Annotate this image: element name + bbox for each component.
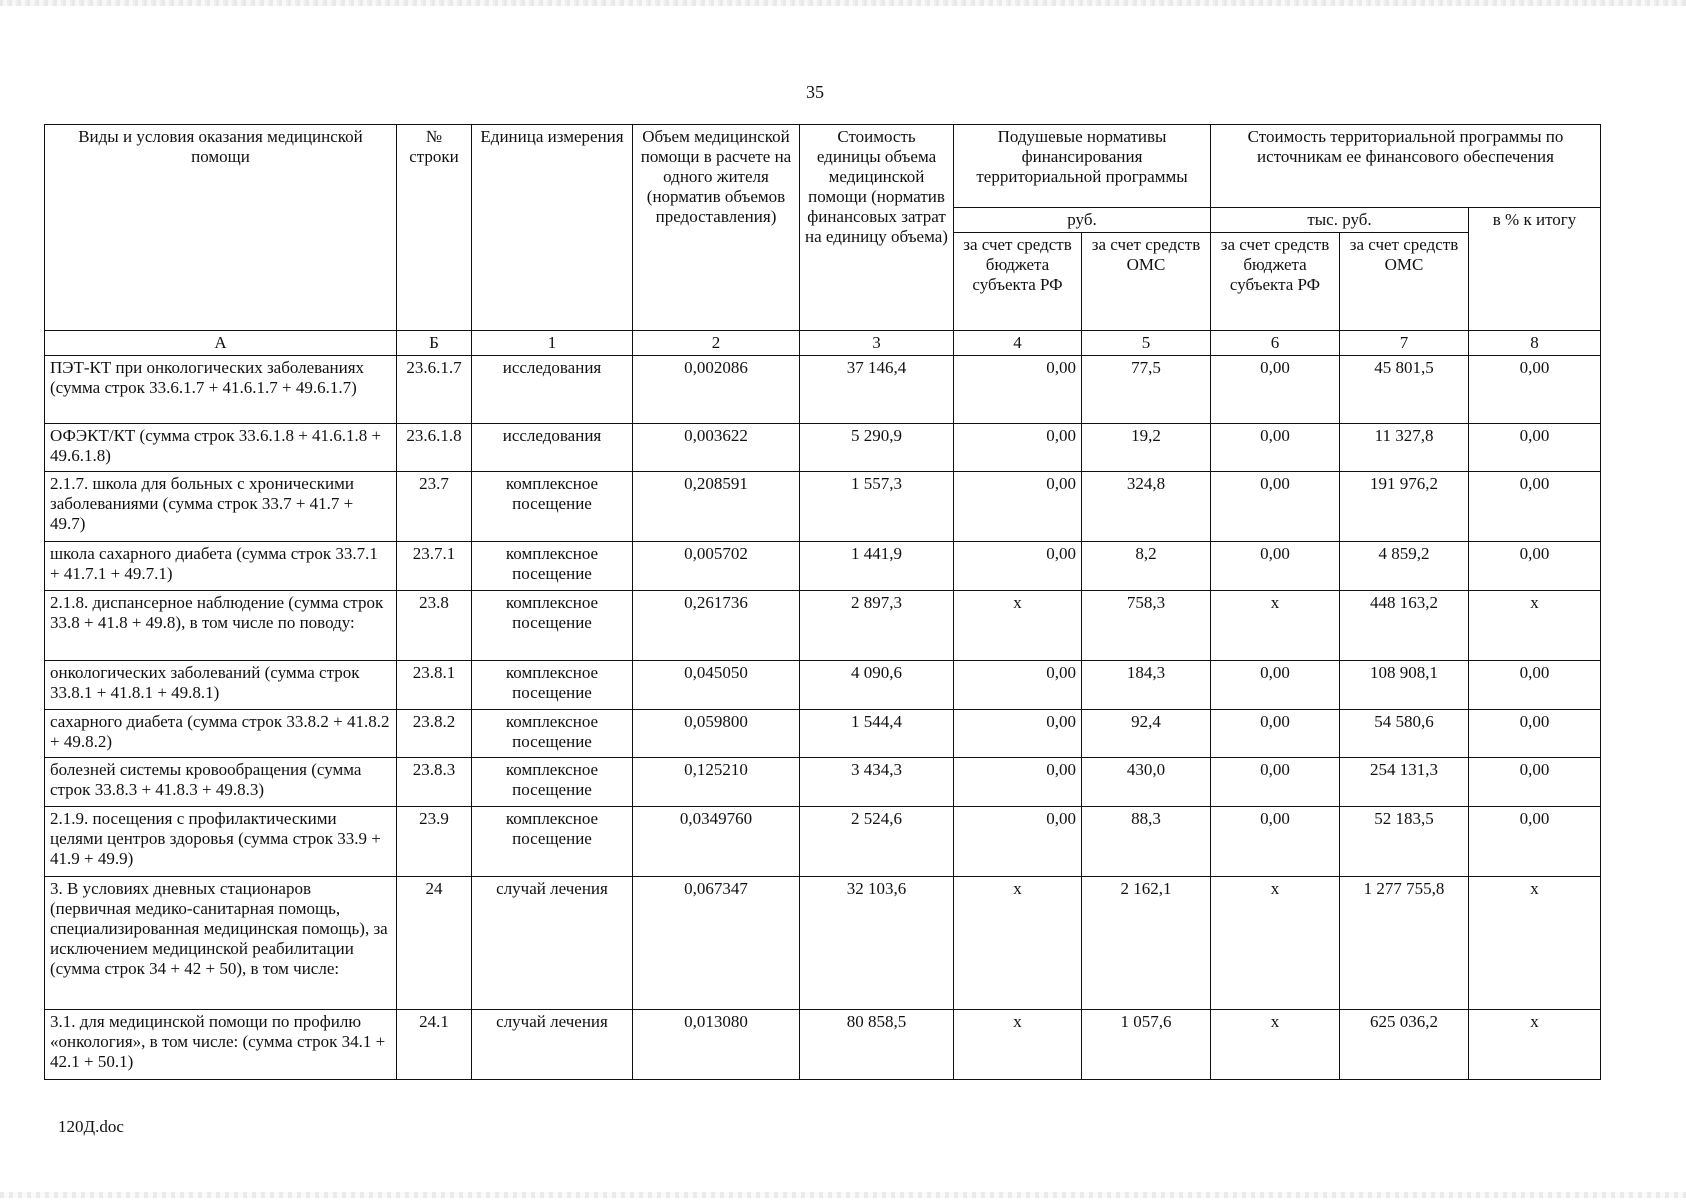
cell-unit: комплексное посещение — [472, 710, 633, 758]
cell-budget-rub: 0,00 — [954, 758, 1082, 807]
column-letter: 1 — [472, 331, 633, 356]
column-letter: 5 — [1082, 331, 1211, 356]
cell-percent: 0,00 — [1469, 710, 1601, 758]
cell-unit: случай лечения — [472, 1010, 633, 1080]
cell-cost: 1 441,9 — [800, 542, 954, 591]
cell-row-no: 23.8.3 — [397, 758, 472, 807]
cell-oms-thousand: 625 036,2 — [1340, 1010, 1469, 1080]
table-row — [45, 1010, 1601, 1080]
cell-unit: комплексное посещение — [472, 472, 633, 542]
cell-budget-rub: 0,00 — [954, 661, 1082, 710]
cell-name: 3. В условиях дневных стационаров (первичная медико-санитарная помощь, специализированная медицинская помощь), за исключением медицинской реабилитации (сумма строк 34 + 42 + 50), в том числе: — [45, 877, 397, 1010]
cell-row-no: 23.7 — [397, 472, 472, 542]
cell-cost: 3 434,3 — [800, 758, 954, 807]
header-percent: в % к итогу — [1469, 208, 1601, 331]
cell-budget-thousand: 0,00 — [1211, 807, 1340, 877]
header-volume: Объем медицинской помощи в расчете на одного жителя (норматив объемов предоставления) — [633, 125, 800, 331]
cell-percent: х — [1469, 591, 1601, 661]
cell-oms-rub: 77,5 — [1082, 356, 1211, 424]
cell-budget-thousand: 0,00 — [1211, 472, 1340, 542]
cell-budget-thousand: 0,00 — [1211, 710, 1340, 758]
cell-budget-rub: 0,00 — [954, 424, 1082, 472]
cell-cost: 2 897,3 — [800, 591, 954, 661]
cell-oms-thousand: 4 859,2 — [1340, 542, 1469, 591]
cell-name: школа сахарного диабета (сумма строк 33.7.1 + 41.7.1 + 49.7.1) — [45, 542, 397, 591]
cell-budget-thousand: х — [1211, 591, 1340, 661]
cell-unit: комплексное посещение — [472, 758, 633, 807]
cell-row-no: 23.6.1.8 — [397, 424, 472, 472]
header-oms-thousand: за счет средств ОМС — [1340, 233, 1469, 331]
table-row — [45, 542, 1601, 591]
table-row — [45, 807, 1601, 877]
cell-oms-thousand: 11 327,8 — [1340, 424, 1469, 472]
cell-budget-rub: х — [954, 591, 1082, 661]
cell-oms-rub: 2 162,1 — [1082, 877, 1211, 1010]
header-row-no: № строки — [397, 125, 472, 331]
cell-unit: комплексное посещение — [472, 542, 633, 591]
cell-oms-rub: 184,3 — [1082, 661, 1211, 710]
cell-oms-thousand: 254 131,3 — [1340, 758, 1469, 807]
cell-oms-thousand: 191 976,2 — [1340, 472, 1469, 542]
cell-budget-rub: 0,00 — [954, 710, 1082, 758]
column-letter: 6 — [1211, 331, 1340, 356]
cell-name: 2.1.7. школа для больных с хроническими заболеваниями (сумма строк 33.7 + 41.7 + 49.7) — [45, 472, 397, 542]
cell-percent: х — [1469, 877, 1601, 1010]
cell-oms-thousand: 448 163,2 — [1340, 591, 1469, 661]
table-row — [45, 661, 1601, 710]
cell-name: ОФЭКТ/КТ (сумма строк 33.6.1.8 + 41.6.1.8 + 49.6.1.8) — [45, 424, 397, 472]
cell-oms-thousand: 108 908,1 — [1340, 661, 1469, 710]
cell-volume: 0,005702 — [633, 542, 800, 591]
scan-edge-top — [0, 0, 1686, 6]
cell-percent: 0,00 — [1469, 758, 1601, 807]
cell-name: онкологических заболеваний (сумма строк 33.8.1 + 41.8.1 + 49.8.1) — [45, 661, 397, 710]
scan-edge-bottom — [0, 1192, 1686, 1198]
header-rub: руб. — [954, 208, 1211, 233]
cell-cost: 1 557,3 — [800, 472, 954, 542]
cell-oms-rub: 758,3 — [1082, 591, 1211, 661]
cell-budget-thousand: 0,00 — [1211, 758, 1340, 807]
cell-budget-thousand: 0,00 — [1211, 542, 1340, 591]
cell-volume: 0,002086 — [633, 356, 800, 424]
cell-name: ПЭТ-КТ при онкологических заболеваниях (сумма строк 33.6.1.7 + 41.6.1.7 + 49.6.1.7) — [45, 356, 397, 424]
cell-unit: комплексное посещение — [472, 591, 633, 661]
cell-oms-thousand: 1 277 755,8 — [1340, 877, 1469, 1010]
cell-budget-rub: 0,00 — [954, 542, 1082, 591]
cell-volume: 0,003622 — [633, 424, 800, 472]
cell-volume: 0,059800 — [633, 710, 800, 758]
column-letter: 8 — [1469, 331, 1601, 356]
column-letter: 2 — [633, 331, 800, 356]
cell-cost: 4 090,6 — [800, 661, 954, 710]
table-row — [45, 356, 1601, 424]
header-budget-thousand: за счет средств бюджета субъекта РФ — [1211, 233, 1340, 331]
cell-oms-rub: 19,2 — [1082, 424, 1211, 472]
header-unit: Единица измерения — [472, 125, 633, 331]
header-kind: Виды и условия оказания медицинской помощи — [45, 125, 397, 331]
cell-volume: 0,045050 — [633, 661, 800, 710]
cell-percent: 0,00 — [1469, 807, 1601, 877]
cell-volume: 0,208591 — [633, 472, 800, 542]
cell-budget-thousand: 0,00 — [1211, 661, 1340, 710]
cell-volume: 0,013080 — [633, 1010, 800, 1080]
cell-name: 2.1.9. посещения с профилактическими целями центров здоровья (сумма строк 33.9 + 41.9 + 49.9) — [45, 807, 397, 877]
financing-table — [44, 124, 1601, 1080]
column-letter: Б — [397, 331, 472, 356]
header-thousand-rub: тыс. руб. — [1211, 208, 1469, 233]
cell-row-no: 23.6.1.7 — [397, 356, 472, 424]
table-row — [45, 710, 1601, 758]
header-per-capita: Подушевые нормативы финансирования территориальной программы — [954, 125, 1211, 208]
cell-unit: случай лечения — [472, 877, 633, 1010]
table-row — [45, 424, 1601, 472]
cell-row-no: 23.8.1 — [397, 661, 472, 710]
cell-oms-rub: 1 057,6 — [1082, 1010, 1211, 1080]
cell-budget-thousand: 0,00 — [1211, 424, 1340, 472]
cell-unit: исследования — [472, 424, 633, 472]
cell-volume: 0,067347 — [633, 877, 800, 1010]
cell-budget-rub: 0,00 — [954, 356, 1082, 424]
cell-percent: 0,00 — [1469, 424, 1601, 472]
cell-row-no: 24 — [397, 877, 472, 1010]
cell-row-no: 24.1 — [397, 1010, 472, 1080]
cell-oms-rub: 88,3 — [1082, 807, 1211, 877]
column-letter: А — [45, 331, 397, 356]
column-letter: 4 — [954, 331, 1082, 356]
cell-row-no: 23.8.2 — [397, 710, 472, 758]
cell-oms-rub: 324,8 — [1082, 472, 1211, 542]
cell-percent: 0,00 — [1469, 542, 1601, 591]
cell-volume: 0,125210 — [633, 758, 800, 807]
cell-oms-rub: 8,2 — [1082, 542, 1211, 591]
cell-name: болезней системы кровообращения (сумма строк 33.8.3 + 41.8.3 + 49.8.3) — [45, 758, 397, 807]
cell-budget-thousand: х — [1211, 1010, 1340, 1080]
cell-unit: комплексное посещение — [472, 807, 633, 877]
header-program-cost: Стоимость территориальной программы по источникам ее финансового обеспечения — [1211, 125, 1601, 208]
footer-filename: 120Д.doc — [58, 1117, 124, 1136]
cell-cost: 5 290,9 — [800, 424, 954, 472]
cell-budget-rub: 0,00 — [954, 472, 1082, 542]
cell-percent: 0,00 — [1469, 356, 1601, 424]
table-row — [45, 877, 1601, 1010]
cell-percent: 0,00 — [1469, 661, 1601, 710]
cell-name: сахарного диабета (сумма строк 33.8.2 + 41.8.2 + 49.8.2) — [45, 710, 397, 758]
cell-volume: 0,0349760 — [633, 807, 800, 877]
column-letter: 7 — [1340, 331, 1469, 356]
cell-percent: 0,00 — [1469, 472, 1601, 542]
cell-name: 3.1. для медицинской помощи по профилю «онкология», в том числе: (сумма строк 34.1 + 42.1 + 50.1) — [45, 1010, 397, 1080]
table-row — [45, 472, 1601, 542]
cell-percent: х — [1469, 1010, 1601, 1080]
header-cost: Стоимость единицы объема медицинской помощи (норматив финансовых затрат на единицу объема) — [800, 125, 954, 331]
cell-cost: 37 146,4 — [800, 356, 954, 424]
cell-row-no: 23.8 — [397, 591, 472, 661]
cell-cost: 32 103,6 — [800, 877, 954, 1010]
cell-budget-thousand: х — [1211, 877, 1340, 1010]
cell-cost: 80 858,5 — [800, 1010, 954, 1080]
cell-budget-rub: 0,00 — [954, 807, 1082, 877]
cell-row-no: 23.7.1 — [397, 542, 472, 591]
page-number: 35 — [806, 82, 824, 102]
cell-oms-thousand: 52 183,5 — [1340, 807, 1469, 877]
header-oms-rub: за счет средств ОМС — [1082, 233, 1211, 331]
cell-oms-thousand: 54 580,6 — [1340, 710, 1469, 758]
cell-row-no: 23.9 — [397, 807, 472, 877]
cell-cost: 1 544,4 — [800, 710, 954, 758]
table-row — [45, 591, 1601, 661]
cell-unit: исследования — [472, 356, 633, 424]
cell-name: 2.1.8. диспансерное наблюдение (сумма строк 33.8 + 41.8 + 49.8), в том числе по поводу: — [45, 591, 397, 661]
cell-oms-rub: 92,4 — [1082, 710, 1211, 758]
cell-budget-rub: х — [954, 1010, 1082, 1080]
header-budget-rub: за счет средств бюджета субъекта РФ — [954, 233, 1082, 331]
column-letter: 3 — [800, 331, 954, 356]
cell-budget-rub: х — [954, 877, 1082, 1010]
table-row — [45, 758, 1601, 807]
cell-volume: 0,261736 — [633, 591, 800, 661]
cell-budget-thousand: 0,00 — [1211, 356, 1340, 424]
cell-unit: комплексное посещение — [472, 661, 633, 710]
cell-cost: 2 524,6 — [800, 807, 954, 877]
cell-oms-rub: 430,0 — [1082, 758, 1211, 807]
cell-oms-thousand: 45 801,5 — [1340, 356, 1469, 424]
